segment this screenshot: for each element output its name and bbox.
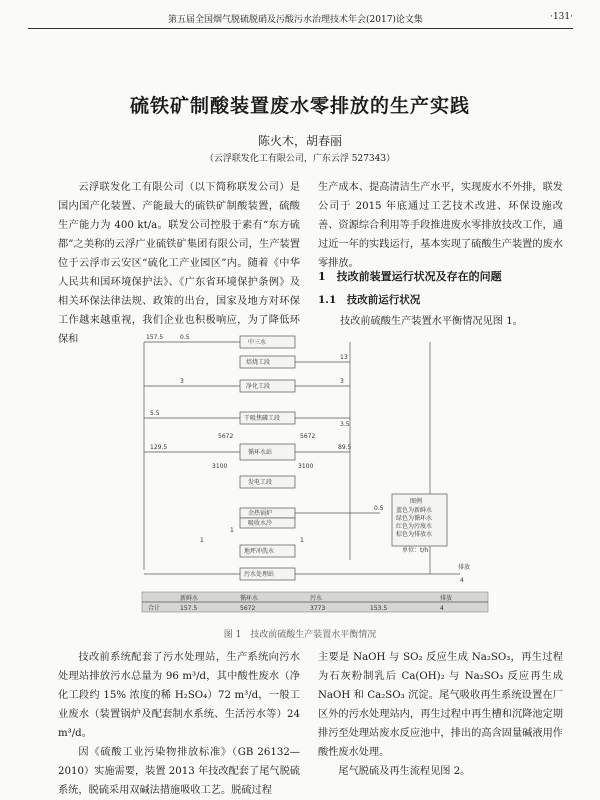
flow-value: 0.5 xyxy=(374,505,384,512)
legend-title: 图例 xyxy=(410,498,423,505)
section-heading-1-1: 1.1 技改前运行状况 xyxy=(318,294,421,306)
flow-value: 3.5 xyxy=(340,421,350,428)
flow-value: 3 xyxy=(340,378,344,385)
box-label: 地坪冲洗水 xyxy=(244,548,275,555)
table-header: 新鲜水 xyxy=(180,595,199,602)
running-header xyxy=(28,10,573,26)
flow-value: 13 xyxy=(340,354,348,361)
table-header: 污水 xyxy=(310,595,323,602)
flow-value: 157.5 xyxy=(146,334,164,341)
header-rule xyxy=(28,28,573,29)
intro-right-column xyxy=(318,178,563,273)
water-balance-figure xyxy=(140,330,490,615)
box-label: 焙烧工段 xyxy=(246,359,271,366)
flow-value: 5672 xyxy=(218,433,234,440)
paper-title: 硫铁矿制酸装置废水零排放的生产实践 xyxy=(129,95,470,117)
flow-value: 129.5 xyxy=(150,444,168,451)
legend-item: 红色为污废水 xyxy=(396,523,433,530)
flow-value: 3 xyxy=(180,378,184,385)
box-label: 干吸焦磷工段 xyxy=(244,415,281,422)
page-number: ·131· xyxy=(550,12,573,22)
body-right-column xyxy=(318,648,563,781)
box-label: 中三水 xyxy=(248,339,267,346)
body-paragraph: 尾气脱硫及再生流程见图 2。 xyxy=(338,766,471,777)
table-cell: 5672 xyxy=(240,605,256,612)
table-cell: 157.5 xyxy=(180,605,198,612)
table-cell: 4 xyxy=(440,605,444,612)
body-paragraph: 技改前系统配套了污水处理站，生产系统向污水处理站排放污水总量为 96 m³/d，其中酸性废水（净化工段约 15% 浓度的稀 H₂SO₄）72 m³/d，一般工业废水（装置锅炉及配套制水系统、生活污水等）24 m³/d。 xyxy=(58,652,300,739)
section-heading-1: 1 技改前装置运行状况及存在的问题 xyxy=(318,270,502,283)
authors: 陈火木，胡春丽 xyxy=(257,134,342,148)
table-row-label: 合计 xyxy=(148,605,161,612)
intro-left-column xyxy=(58,178,300,349)
table-header: 循环水 xyxy=(240,595,259,602)
discharge-value: 4 xyxy=(460,577,464,584)
intro-paragraph-continued: 生产成本、提高清洁生产水平，实现废水不外排，联发公司于 2015 年底通过工艺技术改进、环保设施改善、资源综合利用等手段推进废水零排放技改工作，通过近一年的实践运行，基本实现了硫酸生产装置的废水零排放。 xyxy=(318,182,563,269)
box-label: 发电工段 xyxy=(248,479,273,486)
figure-caption: 图 1 技改前硫酸生产装置水平衡情况 xyxy=(223,630,377,640)
flow-value: 3100 xyxy=(212,463,228,470)
flow-value: 5672 xyxy=(300,433,316,440)
body-left-column xyxy=(58,648,300,800)
legend-item: 棕色为排放水 xyxy=(396,531,433,538)
flow-value: 89.5 xyxy=(338,444,352,451)
affiliation: （云浮联发化工有限公司，广东云浮 527343） xyxy=(204,154,396,164)
section-1-1-text: 技改前硫酸生产装置水平衡情况见图 1。 xyxy=(340,316,523,327)
water-balance-diagram xyxy=(140,330,490,615)
legend-item: 绿色为循环水 xyxy=(396,515,433,522)
flow-value: 5.5 xyxy=(150,410,160,417)
body-paragraph: 主要是 NaOH 与 SO₂ 反应生成 Na₂SO₃，再生过程为石灰粉制乳后 Ca(OH)₂ 与 Na₂SO₃ 反应再生成 NaOH 和 Ca₂SO₃ 沉淀。尾气吸收再生系统设置在厂区外的污水处理站内，再生过程中再生槽和沉降池定期排污至处理站废水反应池中，排出的高含固量碱液用作酸性废水处理。 xyxy=(318,652,563,758)
box-label: 净化工段 xyxy=(246,383,271,390)
unit-label: 单位：t/h xyxy=(402,547,429,554)
table-header: 排放 xyxy=(440,595,453,602)
conference-title: 第五届全国烟气脱硫脱硝及污酸污水治理技术年会(2017)论文集 xyxy=(168,15,423,25)
box-label: 污水处理站 xyxy=(244,571,275,578)
box-label: 吸收水冷 xyxy=(248,520,273,527)
box-label: 余热锅炉 xyxy=(248,510,273,517)
flow-value: 1 xyxy=(200,537,204,544)
discharge-label: 排放 xyxy=(458,564,471,571)
flow-value: 3100 xyxy=(298,463,314,470)
table-cell: 153.5 xyxy=(370,605,388,612)
legend-item: 蓝色为新鲜水 xyxy=(396,507,433,514)
flow-value: 1 xyxy=(300,537,304,544)
intro-paragraph: 云浮联发化工有限公司（以下简称联发公司）是国内国产化装置、产能最大的硫铁矿制酸装置，硫酸生产能力为 400 kt/a。联发公司控股于素有“东方硫都”之美称的云浮广业硫铁矿集团有限公司，生产装置位于云浮市云安区“硫化工产业园区”内。随着《中华人民共和国环境保护法》、《广东省环境保护条例》及相关环保法律法规、政策的出台，国家及地方对环保工作越来越重视，我们企业也积极响应，为了降低环保和 xyxy=(58,182,300,345)
flow-value: 1 xyxy=(230,527,234,534)
body-paragraph: 因《硫酸工业污染物排放标准》（GB 26132—2010）实施需要，装置 2013 年技改配套了尾气脱硫系统，脱硫采用双碱法措施吸收工艺。脱硫过程 xyxy=(58,747,300,796)
table-cell: 3773 xyxy=(310,605,326,612)
box-label: 循环水站 xyxy=(248,449,273,456)
flow-value: 0.5 xyxy=(180,334,190,341)
